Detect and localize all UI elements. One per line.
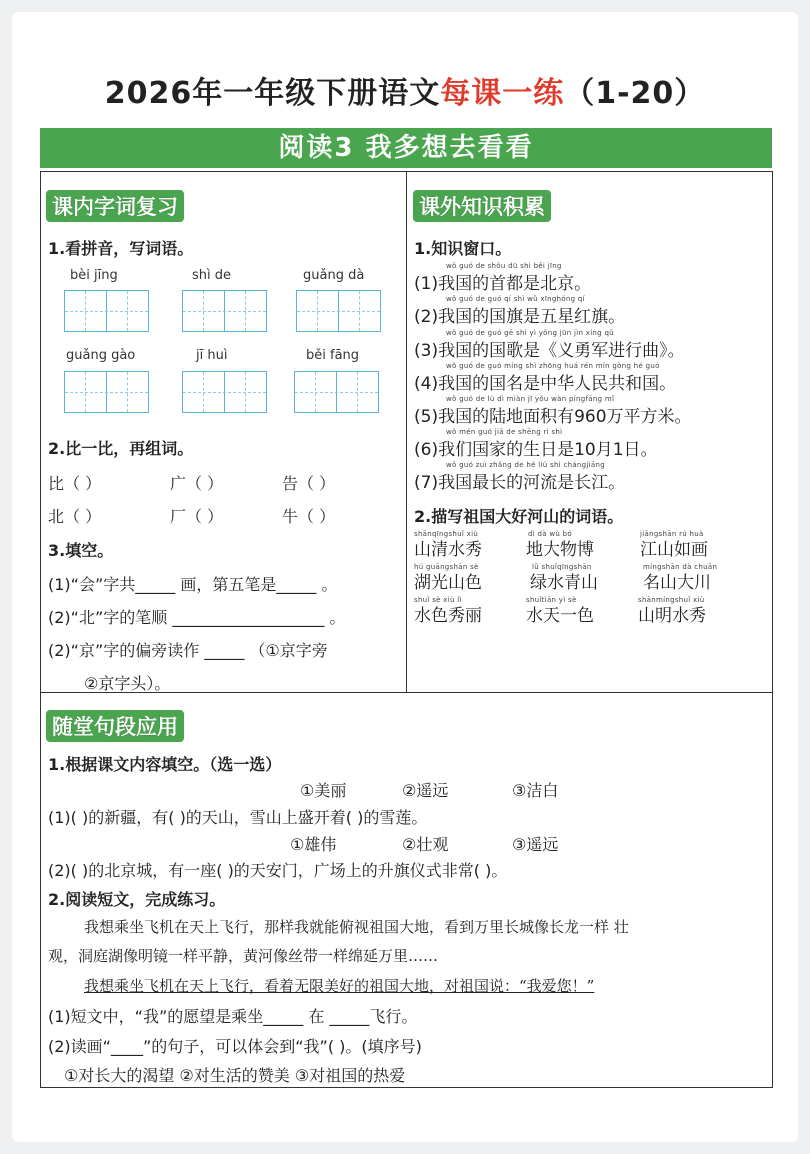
fact-item: (6)我们国家的生日是10月1日。 xyxy=(414,440,658,460)
idiom-pinyin: míngshān dà chuān xyxy=(643,563,718,571)
option: ②壮观 xyxy=(402,835,449,854)
writing-grid[interactable] xyxy=(182,290,267,332)
idiom: 地大物博 xyxy=(526,540,594,560)
fact-pinyin: wǒ guó de shǒu dū shì běi jīng xyxy=(446,262,562,270)
idiom-pinyin: shānmíngshuǐ xiù xyxy=(638,596,705,604)
writing-grid[interactable] xyxy=(182,371,267,413)
idiom: 江山如画 xyxy=(640,540,708,560)
fact-item: (2)我国的国旗是五星红旗。 xyxy=(414,307,626,327)
option: ②遥远 xyxy=(402,781,449,800)
compare-item: 广（ ） xyxy=(170,474,224,493)
fact-pinyin: wǒ mén guó jiā de shēng rì shì xyxy=(446,428,563,436)
pinyin-label: bèi jīng xyxy=(70,268,118,283)
fact-item: (7)我国最长的河流是长江。 xyxy=(414,473,626,493)
compare-item: 北（ ） xyxy=(48,507,102,526)
column-divider xyxy=(406,172,407,692)
writing-grid[interactable] xyxy=(64,371,149,413)
fact-pinyin: wǒ guó de guó qí shì wǔ xīnghóng qí xyxy=(446,295,585,303)
pinyin-label: běi fāng xyxy=(306,348,360,363)
option: ①雄伟 xyxy=(290,835,337,854)
fact-item: (3)我国的国歌是《义勇军进行曲》。 xyxy=(414,341,685,361)
idiom-pinyin: hú guāngshān sè xyxy=(414,563,479,571)
idiom-pinyin: shānqīngshuǐ xiù xyxy=(414,530,479,538)
passage-line: 观，洞庭湖像明镜一样平静，黄河像丝带一样绵延万里…… xyxy=(48,947,439,965)
writing-grid[interactable] xyxy=(296,290,381,332)
fact-item: (4)我国的国名是中华人民共和国。 xyxy=(414,374,677,394)
idiom: 山明水秀 xyxy=(638,606,706,626)
idiom-pinyin: jiāngshān rú huà xyxy=(640,530,704,538)
fact-pinyin: wǒ guó de guó gē shì yì yǒng jūn jìn xíng qǔ xyxy=(446,329,614,337)
answer-options: ①对长大的渴望 ②对生活的赞美 ③对祖国的热爱 xyxy=(64,1066,406,1085)
idiom: 山清水秀 xyxy=(414,540,482,560)
question-2-label: 2.比一比，再组词。 xyxy=(48,439,194,458)
idiom: 水天一色 xyxy=(526,606,594,626)
idiom: 绿水青山 xyxy=(530,573,598,593)
answer-item: (2)读画“____”的句子，可以体会到“我”( )。(填序号) xyxy=(48,1037,422,1056)
knowledge-q2-label: 2.描写祖国大好河山的词语。 xyxy=(414,507,624,526)
section-tag-knowledge: 课外知识积累 xyxy=(413,190,551,222)
fill-blank-item: (2)“京”字的偏旁读作 _____ （①京字旁 xyxy=(48,641,328,660)
application-q1-label: 1.根据课文内容填空。（选一选） xyxy=(48,755,282,774)
compare-item: 厂（ ） xyxy=(170,507,224,526)
lesson-banner: 阅读3 我多想去看看 xyxy=(40,128,772,168)
question-1-label: 1.看拼音，写词语。 xyxy=(48,239,194,258)
sentence-blank: (2)( )的北京城，有一座( )的天安门，广场上的升旗仪式非常( )。 xyxy=(48,861,508,880)
application-q2-label: 2.阅读短文，完成练习。 xyxy=(48,890,226,909)
idiom-pinyin: dì dà wù bó xyxy=(528,530,572,538)
compare-item: 牛（ ） xyxy=(282,507,336,526)
writing-grid[interactable] xyxy=(294,371,379,413)
question-3-label: 3.填空。 xyxy=(48,541,114,560)
fact-item: (5)我国的陆地面积有960万平方米。 xyxy=(414,407,692,427)
passage-line: 我想乘坐飞机在天上飞行，那样我就能俯视祖国大地，看到万里长城像长龙一样 壮 xyxy=(84,918,629,936)
answer-item: (1)短文中，“我”的愿望是乘坐_____ 在 _____飞行。 xyxy=(48,1007,418,1026)
fact-pinyin: wǒ guó zuì zhǎng de hé liú shì chángjiāng xyxy=(446,461,605,469)
pinyin-label: jī huì xyxy=(196,348,228,363)
passage-underlined-line: 我想乘坐飞机在天上飞行，看着无限美好的祖国大地，对祖国说：“我爱您！” xyxy=(84,977,595,995)
page-title: 2026年一年级下册语文每课一练（1-20） xyxy=(104,76,706,111)
idiom: 水色秀丽 xyxy=(414,606,482,626)
writing-grid[interactable] xyxy=(64,290,149,332)
section-tag-application: 随堂句段应用 xyxy=(46,710,184,742)
pinyin-label: guǎng gào xyxy=(66,348,136,363)
idiom-pinyin: shuǐtiān yì sè xyxy=(526,596,577,604)
section-tag-review: 课内字词复习 xyxy=(46,190,184,222)
knowledge-q1-label: 1.知识窗口。 xyxy=(414,239,512,258)
idiom: 名山大川 xyxy=(643,573,711,593)
sentence-blank: (1)( )的新疆，有( )的天山，雪山上盛开着( )的雪莲。 xyxy=(48,808,428,827)
idiom-pinyin: lǜ shuǐqīngshān xyxy=(532,563,592,571)
fact-item: (1)我国的首都是北京。 xyxy=(414,274,592,294)
option: ③遥远 xyxy=(512,835,559,854)
fact-pinyin: wǒ guó de lù dì miàn jī yǒu wàn píngfāng mǐ xyxy=(446,395,615,403)
pinyin-label: guǎng dà xyxy=(303,268,365,283)
option: ①美丽 xyxy=(300,781,347,800)
compare-item: 比（ ） xyxy=(48,474,102,493)
idiom-pinyin: shuǐ sè xiù lì xyxy=(414,596,462,604)
idiom: 湖光山色 xyxy=(414,573,482,593)
option: ③洁白 xyxy=(512,781,559,800)
compare-item: 告（ ） xyxy=(282,474,336,493)
fill-blank-item: (2)“北”字的笔顺 ___________________ 。 xyxy=(48,608,346,627)
fill-blank-item: (1)“会”字共_____ 画，第五笔是_____ 。 xyxy=(48,575,338,594)
fill-blank-item: ②京字头）。 xyxy=(84,674,171,693)
fact-pinyin: wǒ guó de guó míng shì zhōng huá rén mín gòng hé guó xyxy=(446,362,660,370)
pinyin-label: shì de xyxy=(192,268,232,283)
